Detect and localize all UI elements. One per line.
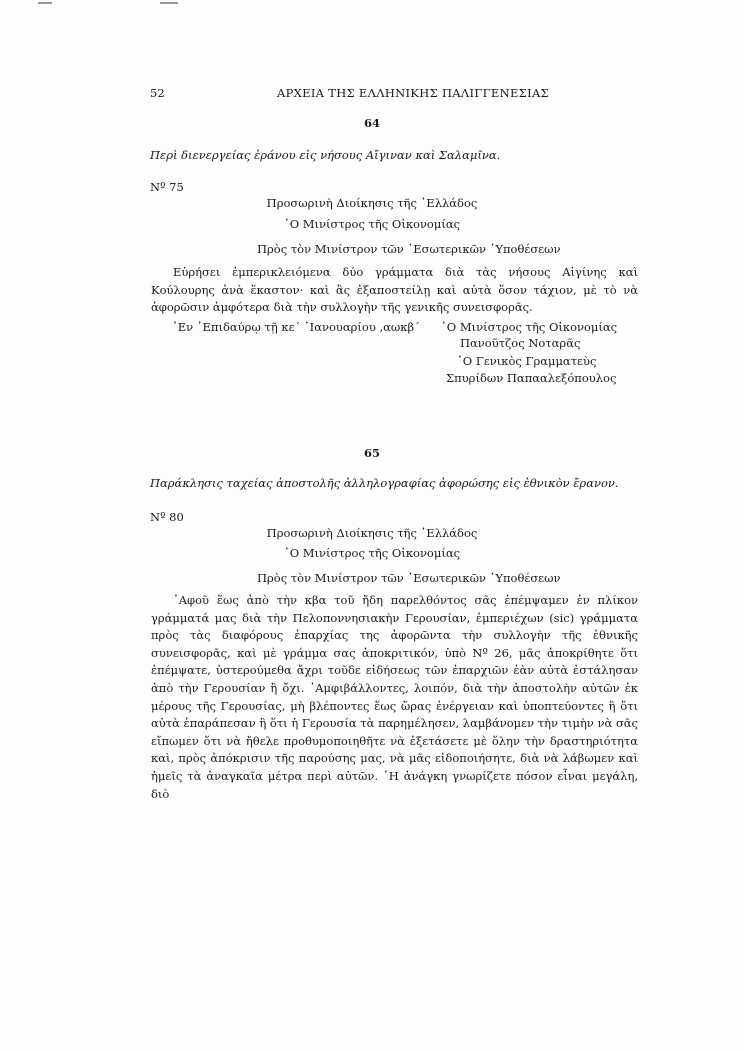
government-heading: Προσωρινὴ Διοίκησις τῆς ᾿Ελλάδος [266, 526, 478, 540]
scan-edge-marks [0, 0, 744, 8]
letter-body: ᾿Αφοῦ ἕως ἀπὸ τὴν κβα τοῦ ἤδη παρελθόντος σᾶς ἐπέμψαμεν ἐν πλίκον γράμματά μας διὰ τὴν Πελοποννησιακὴν Γερουσίαν, ἐμπεριέχων (sic) γράμματα πρὸς τὰς διαφόρους ἐπαρχίας της ἀφορῶντα τὴν συλλογὴν τῆς ἐθνικῆς συνεισφορᾶς, καὶ μὲ γράμμα σας ἀποκριτικόν, ὑπὸ Nº 26, μᾶς ἀποκρίθητε ὅτι ἐπέμψατε, ὑστερούμεθα ἄχρι τοῦδε εἰδήσεως τῶν ἐπαρχιῶν ἐὰν αὐτὰ ἐστάλησαν ἀπὸ τὴν Γερουσίαν ἢ ὄχι. ᾿Αμφιβάλλοντες, λοιπόν, διὰ τὴν ἀποστολὴν αὐτῶν ἐκ μέρους τῆς Γερουσίας, μὴ βλέποντες ἕως ὥρας ἐνέργειαν καὶ ὑποπτεύοντες ἢ ὅτι αὐτὰ ἐπαράπεσαν ἢ ὅτι ἡ Γερουσία τὰ παρημέλησεν, λαμβάνομεν τὴν τιμὴν νὰ σᾶς εἴπωμεν ὅτι νὰ ἤθελε προθυμοποιηθῆτε νὰ ἐξετάσετε μὲ ὅλην τὴν δραστηριότητα καὶ, πρὸς ἀπόκρισιν τῆς παρούσης μας, νὰ μᾶς εἰδοποιήσητε, διὰ νὰ λάβωμεν καὶ ἡμεῖς τὰ ἀναγκαῖα μέτρα περὶ αὐτῶν. ῾Η ἀνάγκη γνωρίζετε πόσον εἶναι μεγάλη, διὸ [151, 593, 638, 801]
letter-body: Εὑρήσει ἐμπερικλειόμενα δύο γράμματα διὰ τὰς νήσους Αἰγίνης καὶ Κούλουρης ἀνὰ ἕκαστον· καὶ ἂς ἐξαποστείλῃ καὶ αὐτὰ ὅσον τάχιον, μὲ τὸ νὰ ἀφορῶσιν ἀμφότερα διὰ τὴν συλλογὴν τῆς γενικῆς συνεισφορᾶς. [151, 265, 638, 315]
document-number: 64 [363, 116, 380, 130]
government-heading: Προσωρινὴ Διοίκησις τῆς ᾿Ελλάδος [266, 196, 478, 210]
scan-mark [160, 2, 178, 4]
addressee: Πρὸς τὸν Μινίστρον τῶν ᾿Εσωτερικῶν ῾Υποθέσεων [257, 242, 561, 256]
signatory-title: ῾Ο Μινίστρος τῆς Οἰκονομίας [441, 320, 618, 334]
document-reference-number: Nº 75 [150, 180, 184, 194]
signatory-name: Πανοῦτζος Νοταρᾶς [460, 336, 581, 350]
addressee: Πρὸς τὸν Μινίστρον τῶν ᾿Εσωτερικῶν ῾Υποθέσεων [257, 571, 561, 585]
document-title: Παράκλησις ταχείας ἀποστολῆς ἀλληλογραφίας ἀφορώσης εἰς ἐθνικὸν ἔρανον. [150, 476, 619, 490]
place-date: ᾿Εν ᾿Επιδαύρῳ τῇ κε΄ ᾿Ιανουαρίου ,αωκβ΄ [172, 320, 420, 334]
signatory-name: Σπυρίδων Παπααλεξόπουλος [446, 371, 617, 385]
document-title: Περὶ διενεργείας ἐράνου εἰς νήσους Αἴγιναν καὶ Σαλαμῖνα. [150, 148, 501, 162]
page-number: 52 [150, 86, 165, 100]
ministry-heading: ῾Ο Μινίστρος τῆς Οἰκονομίας [283, 546, 461, 560]
signatory-title: ῾Ο Γενικὸς Γραμματεὺς [457, 354, 597, 368]
ministry-heading: ῾Ο Μινίστρος τῆς Οἰκονομίας [283, 217, 461, 231]
running-title: ΑΡΧΕΙΑ ΤΗΣ ΕΛΛΗΝΙΚΗΣ ΠΑΛΙΓΓΕΝΕΣΙΑΣ [277, 86, 549, 100]
scan-mark [38, 2, 52, 4]
document-reference-number: Nº 80 [150, 510, 184, 524]
document-number: 65 [363, 446, 380, 460]
